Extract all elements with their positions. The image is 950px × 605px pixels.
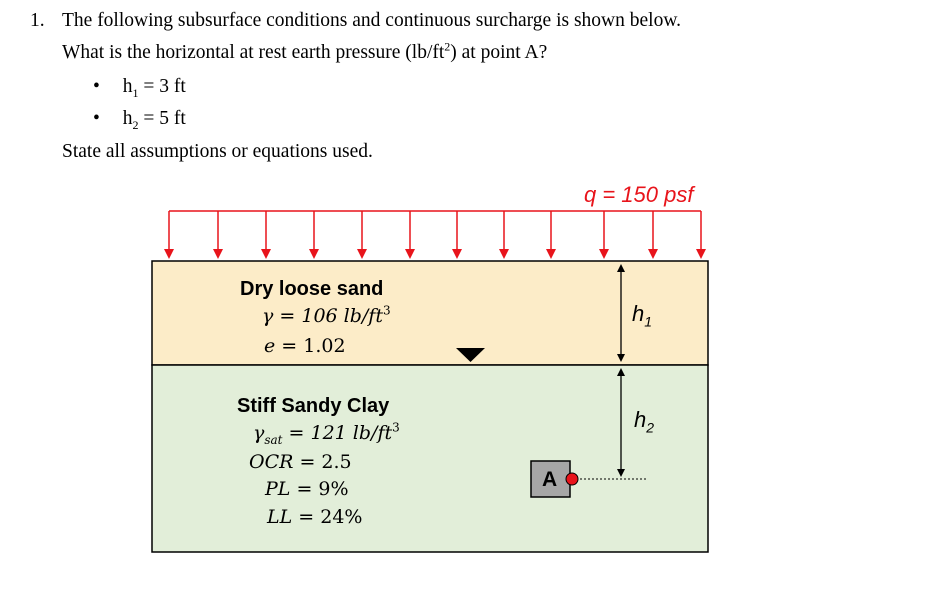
gamma-symbol: γ — [262, 305, 274, 327]
question-line-1: The following subsurface conditions and continuous surcharge is shown below. — [62, 10, 682, 31]
question-line-2-end: ) at point A? — [450, 42, 548, 63]
e-symbol: e — [264, 335, 276, 357]
gamma-sat-subscript: sat — [264, 432, 283, 447]
bullet-var: h — [122, 76, 133, 97]
layer2-pl — [265, 480, 349, 499]
ll-value: = 24% — [292, 506, 363, 528]
layer1-unit-weight — [262, 303, 391, 327]
question-number: 1. — [30, 10, 45, 31]
surcharge-arrows — [164, 211, 706, 259]
ocr-symbol: OCR — [249, 451, 294, 473]
gamma-sat-symbol: γ — [253, 422, 265, 444]
ocr-value: = 2.5 — [293, 451, 352, 473]
surcharge-arrow-head — [452, 249, 462, 259]
h1-label — [632, 301, 653, 330]
question-footer: State all assumptions or equations used. — [62, 141, 373, 162]
gamma-value: = 106 lb/ft — [273, 305, 383, 327]
unit-exponent: 2 — [444, 39, 451, 54]
surcharge-load — [164, 211, 706, 259]
bullet-symbol: • — [93, 108, 100, 129]
h2-var: h — [634, 407, 647, 432]
surcharge-arrow-head — [261, 249, 271, 259]
layer2-name: Stiff Sandy Clay — [237, 395, 390, 417]
h2-sub: 2 — [646, 419, 655, 436]
gamma-sat-exponent: 3 — [392, 420, 400, 435]
surcharge-arrow-head — [546, 249, 556, 259]
surcharge-arrow-head — [499, 249, 509, 259]
bullet-value: = 5 ft — [138, 108, 186, 129]
e-value: = 1.02 — [275, 335, 346, 357]
pl-symbol: PL — [265, 478, 291, 500]
question-line-2-text: What is the horizontal at rest earth pressure (lb/ft — [62, 42, 445, 63]
surcharge-label: q = 150 psf — [584, 182, 694, 207]
surcharge-arrow-head — [648, 249, 658, 259]
surcharge-arrow-head — [213, 249, 223, 259]
bullet-symbol: • — [93, 76, 100, 97]
sand-layer — [152, 261, 708, 365]
surcharge-arrow-head — [696, 249, 706, 259]
h1-var: h — [632, 301, 645, 326]
surcharge-arrow-head — [164, 249, 174, 259]
surcharge-arrow-head — [309, 249, 319, 259]
ll-symbol: LL — [267, 506, 293, 528]
surcharge-arrow-head — [405, 249, 415, 259]
point-a-label: A — [542, 468, 558, 491]
layer2-unit-weight — [253, 420, 400, 447]
layer1-void-ratio — [264, 337, 346, 356]
surcharge-arrow-head — [357, 249, 367, 259]
point-a-dot — [566, 473, 578, 485]
layer2-ocr — [249, 453, 352, 472]
bullet-value: = 3 ft — [138, 76, 186, 97]
surcharge-arrow-head — [599, 249, 609, 259]
layer1-name: Dry loose sand — [240, 278, 384, 300]
layer2-ll — [267, 508, 362, 527]
clay-layer — [152, 365, 708, 552]
bullet-sub: 1 — [132, 85, 139, 100]
gamma-sat-value: = 121 lb/ft — [282, 422, 393, 444]
h1-sub: 1 — [644, 313, 653, 330]
pl-value: = 9% — [290, 478, 349, 500]
gamma-exponent: 3 — [382, 303, 391, 318]
bullet-var: h — [122, 108, 133, 129]
bullet-sub: 2 — [132, 117, 139, 132]
h2-label — [634, 407, 655, 436]
